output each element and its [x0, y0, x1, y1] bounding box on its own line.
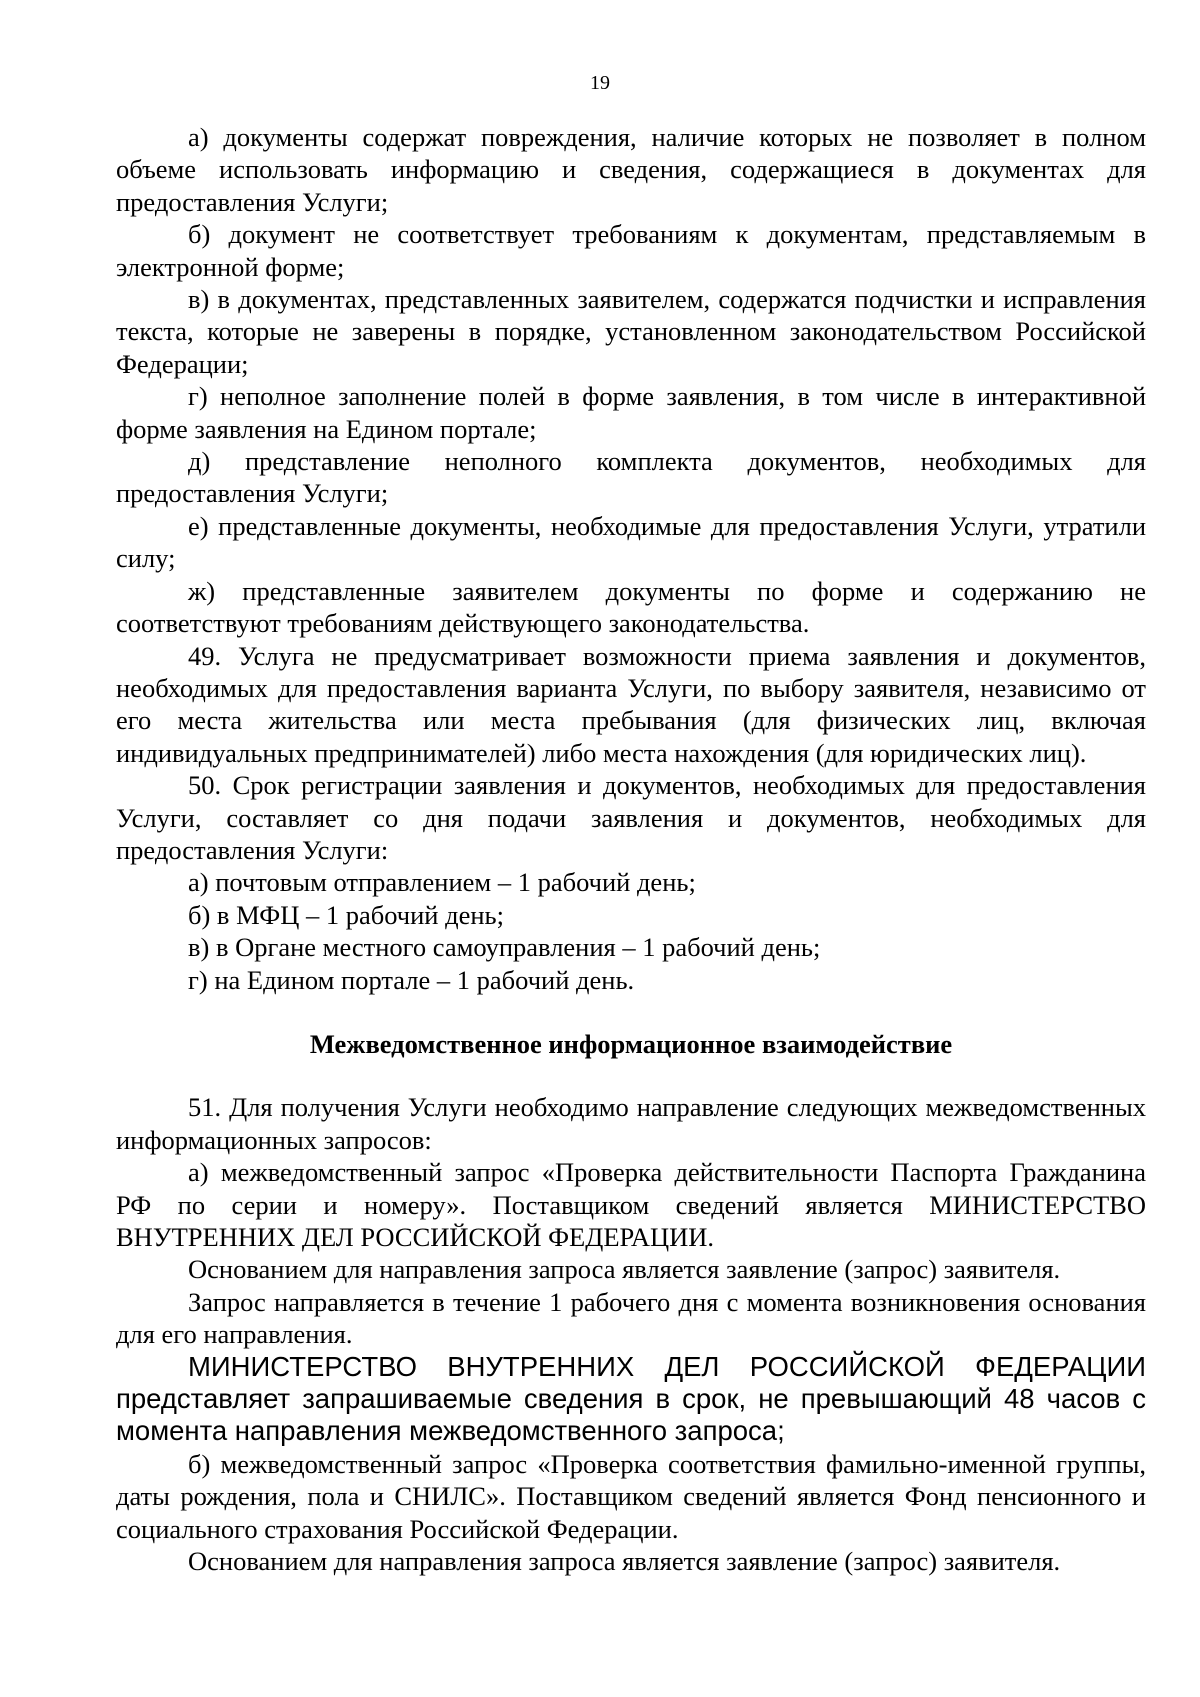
paragraph-48e: е) представленные документы, необходимые для предоставления Услуги, утратили силу;	[116, 510, 1146, 574]
section-heading: Межведомственное информационное взаимодействие	[309, 1028, 953, 1059]
paragraph-49: 49. Услуга не предусматривает возможности приема заявления и документов, необходимых для предоставления варианта Услуги, по выбору заявителя, независимо от его места жительства или места пребывания (для физических лиц, включая индивидуальных предпринимателей) либо места нахождения (для юридических лиц).	[116, 640, 1146, 768]
paragraph-51b: б) межведомственный запрос «Проверка соответствия фамильно-именной группы, даты рождения, пола и СНИЛС». Поставщиком сведений является Фонд пенсионного и социального страхования Российской Федерации.	[116, 1448, 1146, 1544]
paragraph-48d: д) представление неполного комплекта документов, необходимых для предоставления Услуги;	[116, 446, 1146, 509]
paragraph-50g: г) на Едином портале – 1 рабочий день.	[188, 964, 635, 995]
paragraph-51a: а) межведомственный запрос «Проверка действительности Паспорта Гражданина РФ по серии и номеру». Поставщиком сведений является МИНИСТЕРСТВО ВНУТРЕННИХ ДЕЛ РОССИЙСКОЙ ФЕДЕРАЦИИ.	[116, 1157, 1146, 1252]
paragraph-51: 51. Для получения Услуги необходимо направление следующих межведомственных информационных запросов:	[116, 1092, 1146, 1155]
paragraph-51b-basis: Основанием для направления запроса является заявление (запрос) заявителя.	[188, 1546, 1061, 1577]
paragraph-51a-provider: МИНИСТЕРСТВО ВНУТРЕННИХ ДЕЛ РОССИЙСКОЙ ФЕДЕРАЦИИ представляет запрашиваемые сведения в срок, не превышающий 48 часов с момента направления межведомственного запроса;	[116, 1350, 1146, 1447]
paragraph-51a-basis: Основанием для направления запроса является заявление (запрос) заявителя.	[188, 1254, 1061, 1285]
paragraph-51a-timing: Запрос направляется в течение 1 рабочего дня с момента возникновения основания для его направления.	[116, 1286, 1146, 1350]
document-body	[116, 121, 1146, 1577]
paragraph-50a: а) почтовым отправлением – 1 рабочий день;	[188, 867, 696, 898]
paragraph-48v: в) в документах, представленных заявителем, содержатся подчистки и исправления текста, которые не заверены в порядке, установленном законодательством Российской Федерации;	[116, 284, 1146, 379]
paragraph-48zh: ж) представленные заявителем документы по форме и содержанию не соответствуют требованиям действующего законодательства.	[116, 575, 1146, 639]
page-number: 19	[590, 72, 610, 94]
paragraph-50: 50. Срок регистрации заявления и документов, необходимых для предоставления Услуги, составляет со дня подачи заявления и документов, необходимых для предоставления Услуги:	[116, 770, 1146, 865]
paragraph-48a: а) документы содержат повреждения, наличие которых не позволяет в полном объеме использовать информацию и сведения, содержащиеся в документах для предоставления Услуги;	[116, 122, 1146, 217]
paragraph-50b: б) в МФЦ – 1 рабочий день;	[188, 899, 504, 930]
paragraph-48g: г) неполное заполнение полей в форме заявления, в том числе в интерактивной форме заявления на Едином портале;	[116, 381, 1146, 444]
paragraph-50v: в) в Органе местного самоуправления – 1 рабочий день;	[188, 932, 821, 963]
paragraph-48b: б) документ не соответствует требованиям к документам, представляемым в электронной форме;	[116, 219, 1146, 282]
